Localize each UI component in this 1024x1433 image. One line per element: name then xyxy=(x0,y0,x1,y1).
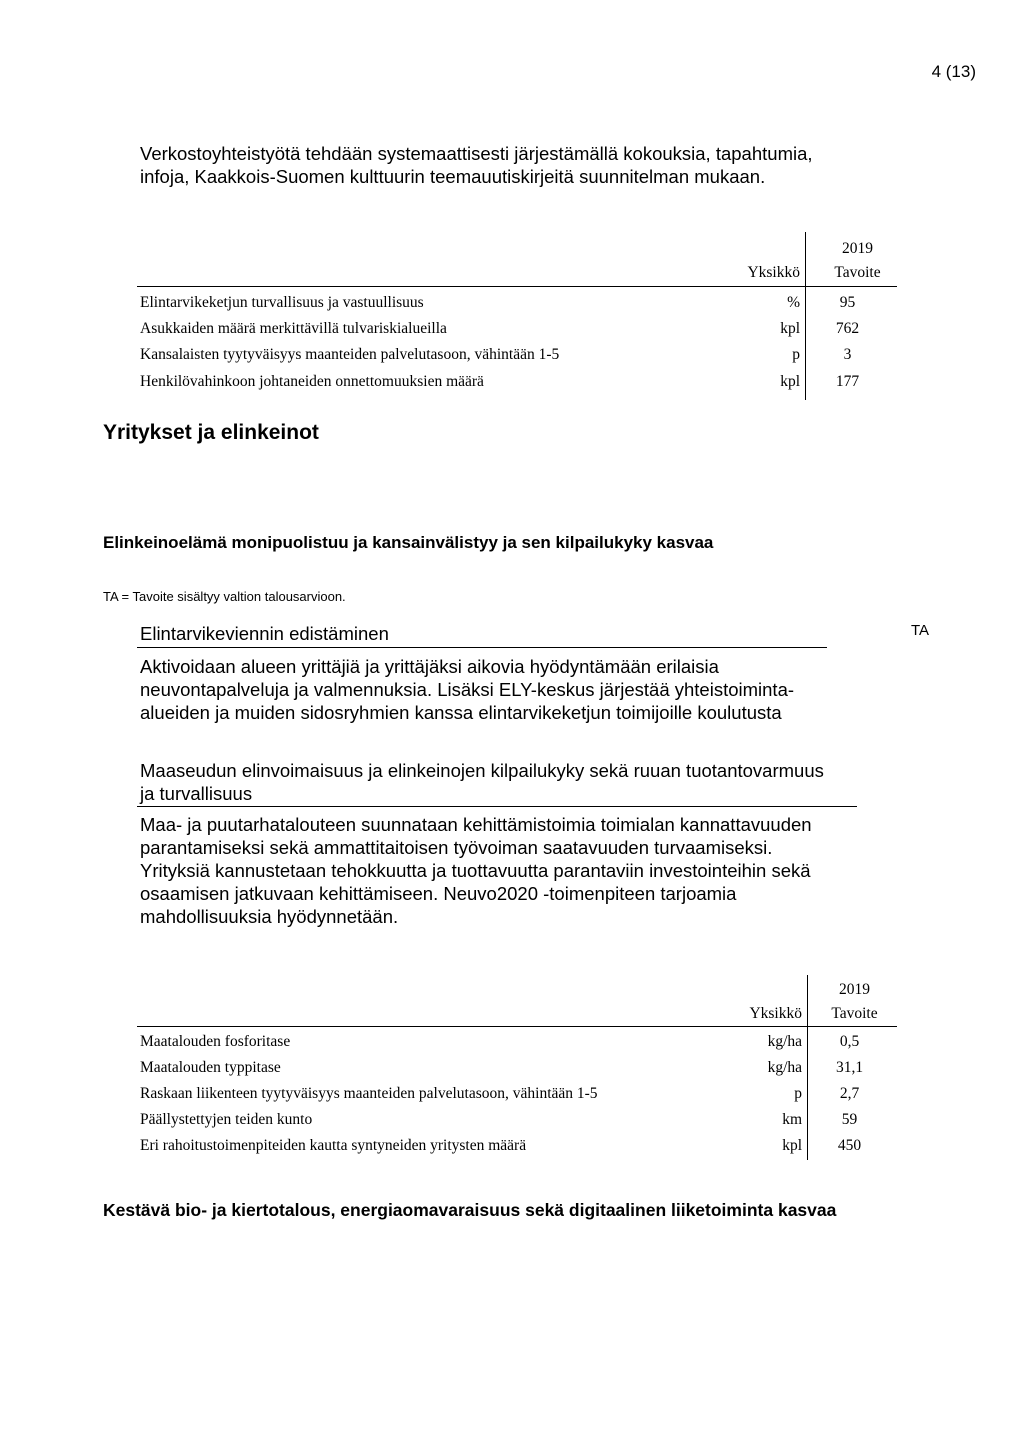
table-header-rule xyxy=(137,1026,897,1027)
table-target-header: Tavoite xyxy=(834,264,881,281)
table-year-header: 2019 xyxy=(839,981,870,998)
goal-heading: Elinkeinoelämä monipuolistuu ja kansainvälistyy ja sen kilpailukyky kasvaa xyxy=(103,533,714,552)
section-heading: Yritykset ja elinkeinot xyxy=(103,421,319,444)
table-divider xyxy=(807,975,808,1160)
table-row-value: 762 xyxy=(835,320,860,337)
table-row-label: Päällystettyjen teiden kunto xyxy=(140,1111,313,1128)
paragraph-line: osaamisen jatkuvaan kehittämiseen. Neuvo2020 -toimenpiteen tarjoamia xyxy=(140,883,737,904)
table-row-value: 3 xyxy=(843,346,852,363)
table-row-value: 0,5 xyxy=(839,1033,860,1050)
table-row-value: 59 xyxy=(841,1111,858,1128)
table-year-header: 2019 xyxy=(842,240,873,257)
table-row-label: Eri rahoitustoimenpiteiden kautta syntyneiden yritysten määrä xyxy=(140,1137,527,1154)
subsection-paragraph xyxy=(140,813,812,928)
table-divider xyxy=(805,232,806,400)
subsection-title xyxy=(140,622,389,645)
table-row-unit: kg/ha xyxy=(767,1033,802,1050)
table-row-unit: km xyxy=(782,1111,802,1128)
intro-line: infoja, Kaakkois-Suomen kulttuurin teemauutiskirjeitä suunnitelman mukaan. xyxy=(140,166,766,187)
table-header-rule xyxy=(137,286,897,287)
subsection-title-line: ja turvallisuus xyxy=(140,783,253,804)
paragraph-line: mahdollisuuksia hyödynnetään. xyxy=(140,906,399,927)
table-row-label: Henkilövahinkoon johtaneiden onnettomuuksien määrä xyxy=(140,373,484,390)
table-row-label: Raskaan liikenteen tyytyväisyys maanteiden palvelutasoon, vähintään 1-5 xyxy=(140,1085,598,1102)
paragraph-line: neuvontapalveluja ja valmennuksia. Lisäksi ELY-keskus järjestää yhteistoiminta- xyxy=(140,679,795,700)
subsection-title xyxy=(140,759,824,805)
table-row-unit: p xyxy=(794,1085,802,1102)
table-row-label: Maatalouden fosforitase xyxy=(140,1033,291,1050)
table-row-value: 177 xyxy=(835,373,860,390)
table-row-unit: % xyxy=(787,294,800,311)
table-row-label: Maatalouden typpitase xyxy=(140,1059,281,1076)
table-row-label: Asukkaiden määrä merkittävillä tulvariskialueilla xyxy=(140,320,447,337)
intro-paragraph xyxy=(140,142,813,188)
table-row-value: 95 xyxy=(839,294,856,311)
intro-line: Verkostoyhteistyötä tehdään systemaattisesti järjestämällä kokouksia, tapahtumia, xyxy=(140,143,813,164)
paragraph-line: alueiden ja muiden sidosryhmien kanssa elintarvikeketjun toimijoille koulutusta xyxy=(140,702,782,723)
paragraph-line: Maa- ja puutarhatalouteen suunnataan kehittämistoimia toimialan kannattavuuden xyxy=(140,814,812,835)
subsection-rule xyxy=(137,647,827,648)
table-row-value: 450 xyxy=(837,1137,862,1154)
table-row-unit: p xyxy=(792,346,800,363)
table-row-value: 2,7 xyxy=(839,1085,860,1102)
table-row-label: Elintarvikeketjun turvallisuus ja vastuullisuus xyxy=(140,294,424,311)
table-row-unit: kg/ha xyxy=(767,1059,802,1076)
table-target-header: Tavoite xyxy=(831,1005,878,1022)
subsection-rule xyxy=(137,806,857,807)
table-unit-header: Yksikkö xyxy=(747,264,800,281)
subsection-title-line: Elintarvikeviennin edistäminen xyxy=(140,623,389,644)
paragraph-line: Yrityksiä kannustetaan tehokkuutta ja tuottavuutta parantaviin investointeihin sekä xyxy=(140,860,811,881)
page-number: 4 (13) xyxy=(931,62,976,81)
subsection-paragraph xyxy=(140,655,794,724)
ta-marker: TA xyxy=(911,622,930,639)
table-row-value: 31,1 xyxy=(835,1059,864,1076)
table-unit-header: Yksikkö xyxy=(749,1005,802,1022)
paragraph-line: Aktivoidaan alueen yrittäjiä ja yrittäjäksi aikovia hyödyntämään erilaisia xyxy=(140,656,719,677)
table-row-label: Kansalaisten tyytyväisyys maanteiden palvelutasoon, vähintään 1-5 xyxy=(140,346,560,363)
table-row-unit: kpl xyxy=(780,373,800,390)
subsection-title-line: Maaseudun elinvoimaisuus ja elinkeinojen kilpailukyky sekä ruuan tuotantovarmuus xyxy=(140,760,824,781)
ta-note: TA = Tavoite sisältyy valtion talousarvioon. xyxy=(103,589,346,604)
paragraph-line: parantamiseksi sekä ammattitaitoisen työvoiman saatavuuden turvaamiseksi. xyxy=(140,837,773,858)
goal-heading: Kestävä bio- ja kiertotalous, energiaomavaraisuus sekä digitaalinen liiketoiminta kasvaa xyxy=(103,1200,837,1220)
table-row-unit: kpl xyxy=(780,320,800,337)
table-row-unit: kpl xyxy=(782,1137,802,1154)
